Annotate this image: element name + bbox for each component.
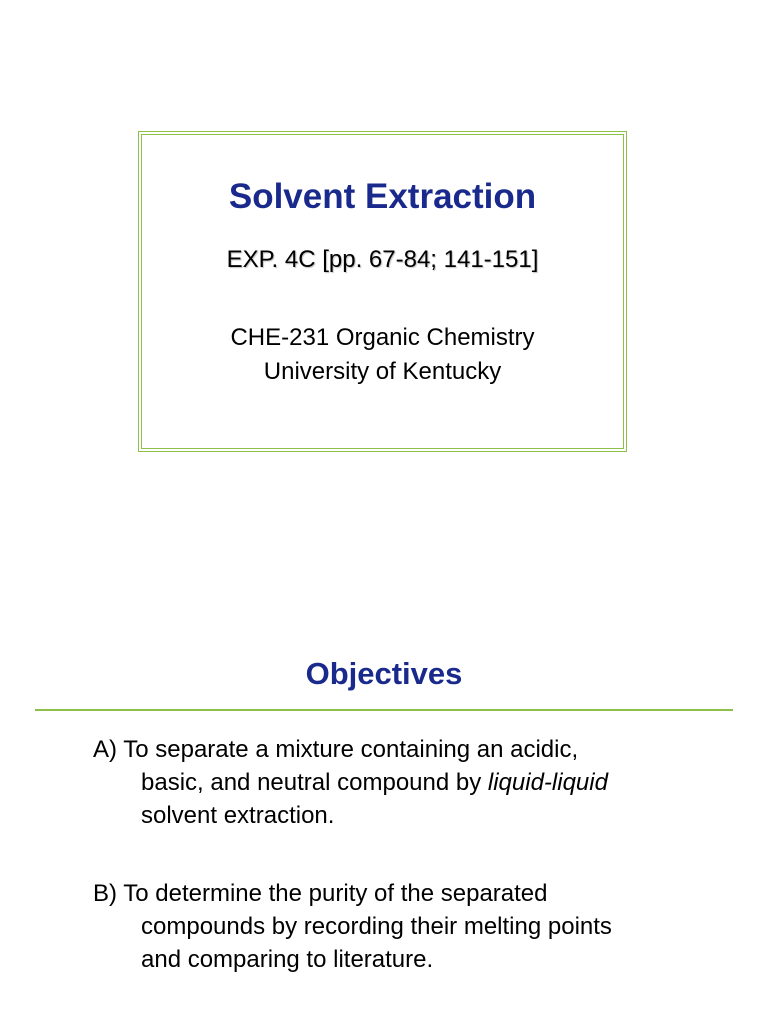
- objective-b-line3: and comparing to literature.: [141, 946, 434, 973]
- title-frame: [138, 131, 627, 452]
- objectives-title: Objectives: [305, 656, 463, 691]
- objective-b-line2: compounds by recording their melting points: [141, 913, 612, 940]
- objective-b: [93, 877, 733, 976]
- objectives-slide: [0, 620, 768, 1024]
- experiment-reference: EXP. 4C [pp. 67-84; 141-151]: [226, 246, 539, 273]
- objective-a-line2: [93, 766, 733, 799]
- objective-a-emphasis: liquid-liquid: [487, 769, 608, 796]
- objective-a-line2-text: basic, and neutral compound by: [141, 769, 488, 796]
- objective-a-line1: A) To separate a mixture containing an acidic,: [93, 736, 579, 763]
- slide-title: Solvent Extraction: [228, 177, 537, 216]
- university-name: University of Kentucky: [263, 358, 502, 385]
- course-name: CHE-231 Organic Chemistry: [230, 324, 535, 351]
- title-divider: [35, 709, 733, 711]
- objective-a: [93, 733, 733, 832]
- objective-b-line1: B) To determine the purity of the separated: [93, 880, 548, 907]
- objective-a-line3: solvent extraction.: [141, 802, 335, 829]
